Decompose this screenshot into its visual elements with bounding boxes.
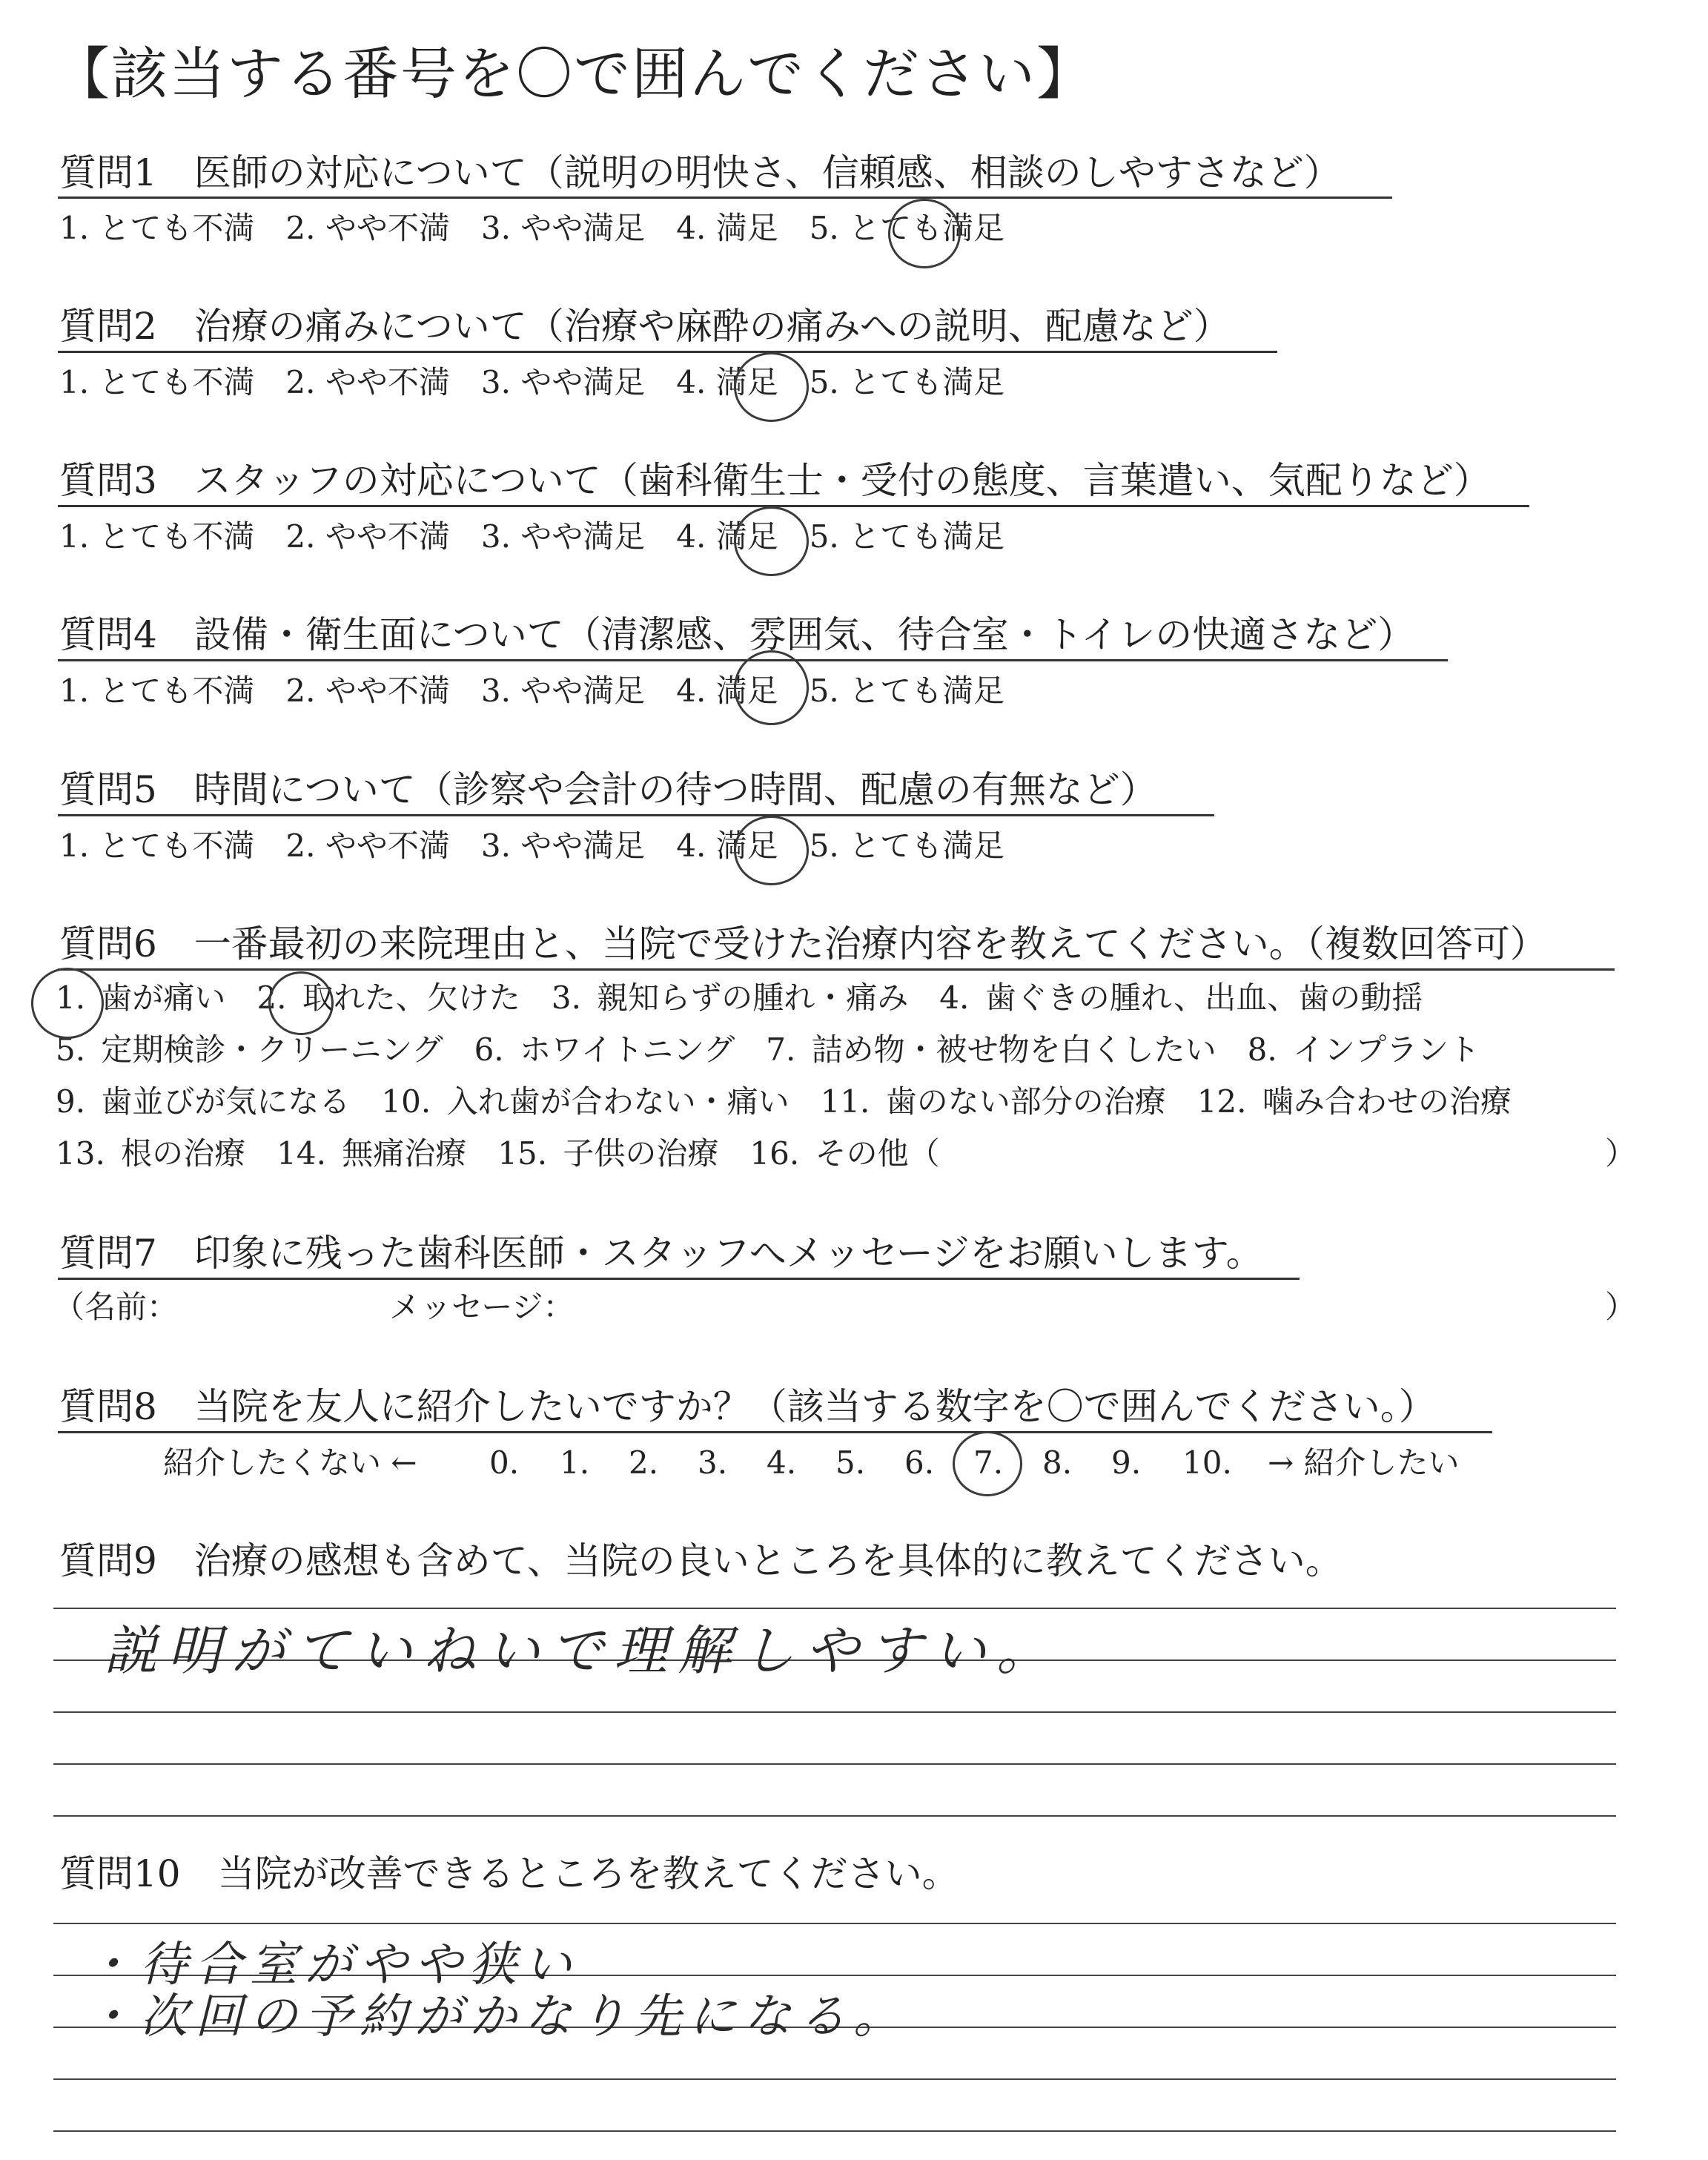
question-6-options-row-3: 9. 歯並びが気になる 10. 入れ歯が合わない・痛い 11. 歯のない部分の治療 12. 噛み合わせの治療 — [56, 1083, 1512, 1120]
question-8-scale-3: 3. — [698, 1444, 728, 1481]
question-6-selected-circle-1[interactable] — [31, 968, 104, 1039]
question-8-scale-7: 7. — [973, 1444, 1004, 1481]
question-5-heading: 質問5 時間について（診察や会計の待つ時間、配慮の有無など） — [59, 768, 1157, 811]
question-8-scale-10: 10. — [1182, 1444, 1232, 1481]
question-8-scale-5: 5. — [835, 1444, 866, 1481]
question-10-heading: 質問10 当院が改善できるところを教えてください。 — [59, 1852, 959, 1895]
question-2-options: 1. とても不満 2. やや不満 3. やや満足 4. 満足 5. とても満足 — [59, 364, 1005, 400]
question-6-options-row-4: 13. 根の治療 14. 無痛治療 15. 子供の治療 16. その他（ — [56, 1135, 940, 1172]
question-8-left-label: 紹介したくない ← — [163, 1444, 417, 1481]
question-3-selected-circle[interactable] — [734, 506, 809, 576]
question-6-selected-circle-2[interactable] — [268, 971, 334, 1035]
question-7-heading: 質問7 印象に残った歯科医師・スタッフへメッセージをお願いします。 — [59, 1232, 1263, 1275]
question-3-options: 1. とても不満 2. やや不満 3. やや満足 4. 満足 5. とても満足 — [59, 518, 1005, 555]
question-5-underline — [58, 814, 1214, 816]
question-10-handwritten-answer-2: ・次回の予約がかなり先になる。 — [85, 1989, 908, 2044]
question-8-right-label: → 紹介したい — [1268, 1444, 1460, 1481]
question-2-selected-circle[interactable] — [734, 352, 809, 422]
question-4-options: 1. とても不満 2. やや不満 3. やや満足 4. 満足 5. とても満足 — [59, 673, 1005, 709]
question-9-answer-line-5 — [53, 1815, 1616, 1817]
page-title: 【該当する番号を〇で囲んでください】 — [53, 41, 1094, 107]
question-10-handwritten-answer-1: ・待合室がやや狭い — [85, 1938, 579, 1992]
question-8-scale-4: 4. — [767, 1444, 797, 1481]
question-6-other-close-paren: ） — [1605, 1135, 1637, 1172]
question-10-answer-line-4 — [53, 2078, 1616, 2080]
question-9-handwritten-answer: 説明がていねいで理解しやすい。 — [104, 1619, 1061, 1682]
question-7-message-label: メッセージ： — [389, 1289, 575, 1325]
question-8-scale-2: 2. — [629, 1444, 659, 1481]
question-7-name-label: （名前： — [53, 1289, 179, 1325]
question-1-selected-circle[interactable] — [888, 199, 961, 268]
question-6-options-row-1: 1. 歯が痛い 2. 取れた、欠けた 3. 親知らずの腫れ・痛み 4. 歯ぐきの腫れ、出血、歯の動揺 — [56, 980, 1423, 1016]
question-6-options-row-2: 5. 定期検診・クリーニング 6. ホワイトニング 7. 詰め物・被せ物を白くしたい 8. インプラント — [56, 1031, 1480, 1068]
question-9-heading: 質問9 治療の感想も含めて、当院の良いところを具体的に教えてください。 — [59, 1539, 1343, 1582]
question-10-answer-line-5 — [53, 2130, 1616, 2132]
question-6-underline — [58, 968, 1615, 971]
question-6-heading: 質問6 一番最初の来院理由と、当院で受けた治療内容を教えてください。（複数回答可） — [59, 922, 1547, 965]
question-1-options: 1. とても不満 2. やや不満 3. やや満足 4. 満足 5. とても満足 — [59, 210, 1005, 246]
question-5-selected-circle[interactable] — [734, 816, 809, 885]
question-7-close-paren: ） — [1605, 1289, 1637, 1325]
question-1-underline — [58, 196, 1392, 199]
question-3-heading: 質問3 スタッフの対応について（歯科衛生士・受付の態度、言葉遣い、気配りなど） — [59, 459, 1491, 502]
question-8-scale-6: 6. — [904, 1444, 935, 1481]
question-8-scale-0: 0. — [489, 1444, 520, 1481]
question-9-answer-line-4 — [53, 1763, 1616, 1765]
question-7-underline — [58, 1278, 1300, 1280]
question-8-scale-1: 1. — [560, 1444, 590, 1481]
question-1-heading: 質問1 医師の対応について（説明の明快さ、信頼感、相談のしやすさなど） — [59, 151, 1341, 194]
question-4-heading: 質問4 設備・衛生面について（清潔感、雰囲気、待合室・トイレの快適さなど） — [59, 613, 1415, 656]
question-3-underline — [58, 505, 1529, 507]
question-10-answer-line-1 — [53, 1923, 1616, 1924]
question-2-heading: 質問2 治療の痛みについて（治療や麻酔の痛みへの説明、配慮など） — [59, 305, 1231, 348]
question-8-heading: 質問8 当院を友人に紹介したいですか？（該当する数字を〇で囲んでください。） — [59, 1385, 1436, 1428]
question-8-underline — [58, 1431, 1492, 1433]
question-4-selected-circle[interactable] — [734, 650, 809, 725]
question-8-scale-9: 9. — [1111, 1444, 1142, 1481]
question-8-selected-circle[interactable] — [953, 1431, 1022, 1496]
question-9-answer-line-3 — [53, 1711, 1616, 1713]
question-2-underline — [58, 351, 1277, 353]
question-5-options: 1. とても不満 2. やや不満 3. やや満足 4. 満足 5. とても満足 — [59, 828, 1005, 864]
question-8-scale-8: 8. — [1042, 1444, 1073, 1481]
